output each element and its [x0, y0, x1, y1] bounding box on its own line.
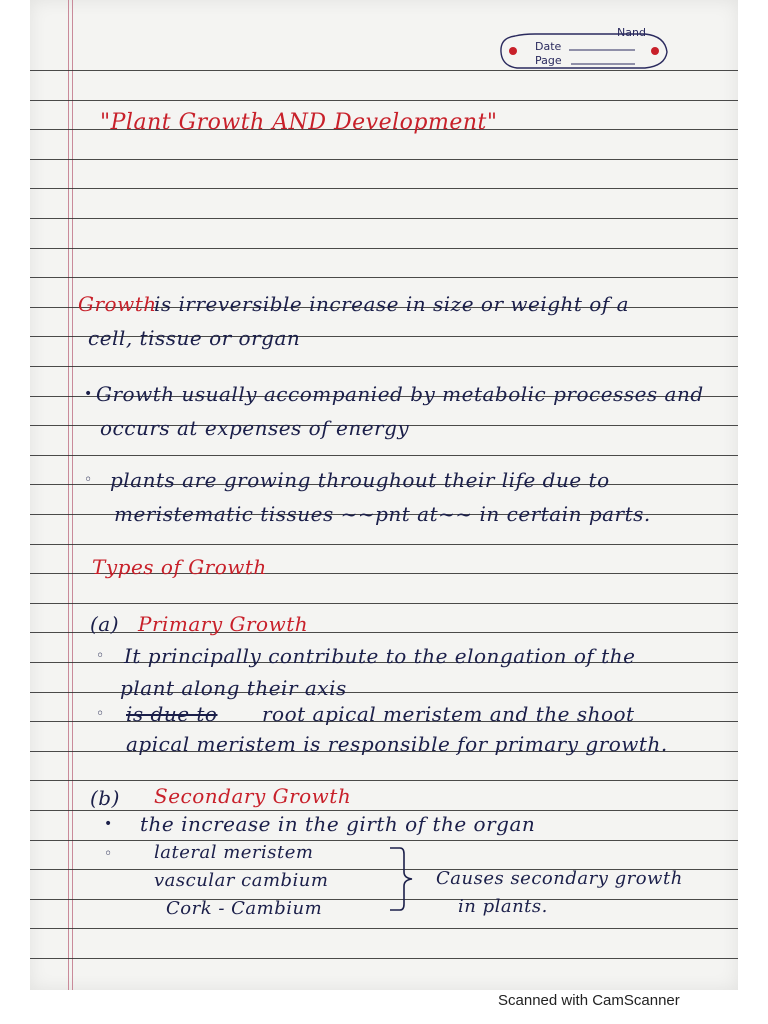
definition-keyword: Growth [78, 292, 157, 316]
bullet-icon: ◦ [104, 846, 113, 862]
secondary-list-item: lateral meristem [154, 842, 314, 863]
ruled-line [30, 780, 738, 781]
ruled-line [30, 277, 738, 278]
point-1-line-2: occurs at expenses of energy [100, 416, 410, 440]
bullet-icon: • [84, 386, 93, 402]
ruled-line [30, 159, 738, 160]
ruled-line [30, 188, 738, 189]
bullet-icon: • [104, 816, 113, 832]
secondary-list-item: Cork - Cambium [166, 898, 323, 919]
scanner-watermark: Scanned with CamScanner [498, 992, 680, 1009]
right-brace-icon [386, 846, 420, 912]
primary-heading: Primary Growth [138, 612, 309, 636]
ruled-line [30, 248, 738, 249]
margin-line [72, 0, 73, 990]
notebook-page [30, 0, 738, 990]
ruled-line [30, 100, 738, 101]
secondary-list-item: vascular cambium [154, 870, 329, 891]
ruled-line [30, 632, 738, 633]
brace-note-line-1: Causes secondary growth [436, 868, 683, 889]
badge-frame [495, 22, 673, 80]
bullet-icon: ◦ [96, 706, 105, 722]
ruled-line [30, 840, 738, 841]
brace-note-line-2: in plants. [458, 896, 548, 917]
bullet-icon: ◦ [96, 648, 105, 664]
brand-name: Nand [617, 26, 646, 39]
primary-point-1-line-2: plant along their axis [120, 676, 347, 700]
secondary-label: (b) [90, 786, 120, 810]
page-title: "Plant Growth AND Development" [100, 110, 498, 135]
ruled-line [30, 810, 738, 811]
secondary-point-1: the increase in the girth of the organ [140, 812, 536, 836]
primary-point-2-line-1: root apical meristem and the shoot [262, 702, 635, 726]
ruled-line [30, 928, 738, 929]
page-label: Page [535, 54, 562, 67]
point-2-line-2: meristematic tissues ~~pnt at~~ in certain parts. [114, 502, 651, 526]
page-header-badge [495, 22, 673, 80]
ruled-line [30, 455, 738, 456]
ruled-line [30, 366, 738, 367]
ruled-line [30, 958, 738, 959]
date-label: Date [535, 40, 562, 53]
definition-line-1: is irreversible increase in size or weight of a [154, 292, 630, 316]
secondary-heading: Secondary Growth [154, 784, 352, 808]
bullet-icon: ◦ [84, 472, 93, 488]
ruled-line [30, 603, 738, 604]
primary-struck-text: is due to [126, 702, 218, 726]
point-2-line-1: plants are growing throughout their life due to [110, 468, 610, 492]
primary-label: (a) [90, 612, 120, 636]
ruled-line [30, 899, 738, 900]
margin-line [68, 0, 69, 990]
definition-line-2: cell, tissue or organ [88, 326, 301, 350]
primary-point-1-line-1: It principally contribute to the elongation of the [124, 644, 636, 668]
point-1-line-1: Growth usually accompanied by metabolic processes and [96, 382, 704, 406]
ruled-line [30, 544, 738, 545]
types-heading: Types of Growth [92, 555, 267, 579]
ruled-line [30, 218, 738, 219]
primary-point-2-line-2: apical meristem is responsible for primary growth. [126, 732, 668, 756]
